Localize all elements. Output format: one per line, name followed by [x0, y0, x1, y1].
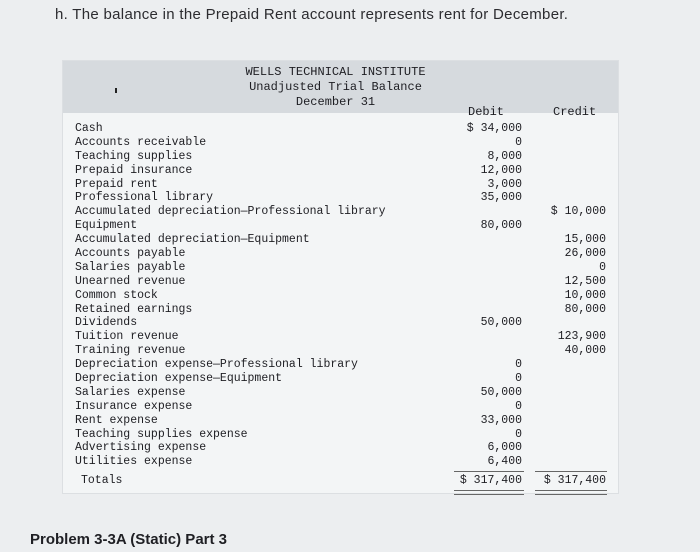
table-row: [63, 386, 618, 400]
trial-balance-title: [243, 65, 428, 110]
table-row: [63, 372, 618, 386]
account-name: Salaries payable: [75, 260, 186, 274]
debit-amount: 6,400: [487, 455, 522, 469]
debit-amount: 50,000: [480, 385, 522, 399]
account-name: Prepaid rent: [75, 177, 158, 191]
table-row: [63, 330, 618, 344]
debit-amount: 33,000: [480, 413, 522, 427]
debit-amount: 3,000: [487, 177, 522, 191]
account-name: Utilities expense: [75, 455, 193, 469]
table-row: [63, 219, 618, 233]
account-name: Professional library: [75, 191, 214, 205]
credit-double-underline: [535, 490, 607, 495]
table-row: [63, 275, 618, 289]
table-row: [63, 358, 618, 372]
debit-amount: 50,000: [480, 316, 522, 330]
debit-amount: 0: [515, 358, 522, 372]
table-row: [63, 247, 618, 261]
credit-amount: 15,000: [564, 233, 606, 247]
table-row: [63, 414, 618, 428]
account-name: Teaching supplies: [75, 149, 193, 163]
account-name: Common stock: [75, 288, 158, 302]
account-name: Rent expense: [75, 413, 158, 427]
account-name: Tuition revenue: [75, 330, 179, 344]
totals-row: [63, 474, 618, 490]
debit-amount: 0: [515, 427, 522, 441]
account-name: Retained earnings: [75, 302, 193, 316]
company-name: WELLS TECHNICAL INSTITUTE: [245, 65, 426, 79]
report-name: Unadjusted Trial Balance: [249, 80, 422, 94]
account-name: Teaching supplies expense: [75, 427, 248, 441]
account-name: Accumulated depreciation—Professional library: [75, 205, 386, 219]
debit-amount: 0: [515, 135, 522, 149]
table-row: [63, 455, 618, 469]
table-row: [63, 344, 618, 358]
instruction-text: h. The balance in the Prepaid Rent account represents rent for December.: [55, 6, 569, 23]
account-name: Cash: [75, 122, 103, 135]
account-name: Advertising expense: [75, 441, 207, 455]
credit-column-header: Credit: [553, 105, 597, 119]
table-row: [63, 289, 618, 303]
debit-total-rule: [454, 471, 524, 472]
table-row: [63, 136, 618, 150]
table-row: [63, 233, 618, 247]
table-row: [63, 303, 618, 317]
account-name: Training revenue: [75, 344, 186, 358]
account-name: Accounts payable: [75, 247, 186, 261]
debit-amount: $ 34,000: [466, 122, 522, 135]
table-row: [63, 261, 618, 275]
tick-mark: [115, 88, 117, 93]
table-row: [63, 122, 618, 136]
credit-amount: 0: [599, 260, 606, 274]
report-date: December 31: [295, 95, 376, 109]
debit-amount: 12,000: [480, 163, 522, 177]
account-name: Equipment: [75, 219, 138, 233]
debit-total: $ 317,400: [459, 474, 522, 488]
credit-amount: 12,500: [564, 274, 606, 288]
debit-amount: 0: [515, 399, 522, 413]
debit-amount: 8,000: [487, 149, 522, 163]
table-row: [63, 178, 618, 192]
account-name: Accumulated depreciation—Equipment: [75, 233, 310, 247]
credit-total: $ 317,400: [543, 474, 606, 488]
credit-amount: 26,000: [564, 247, 606, 261]
account-name: Prepaid insurance: [75, 163, 193, 177]
totals-label: Totals: [81, 474, 123, 488]
debit-amount: 35,000: [480, 191, 522, 205]
credit-amount: 123,900: [557, 330, 606, 344]
table-row: [63, 150, 618, 164]
debit-amount: 80,000: [480, 219, 522, 233]
credit-total-rule: [535, 471, 607, 472]
table-row: [63, 316, 618, 330]
account-name: Depreciation expense—Equipment: [75, 372, 283, 386]
table-row: [63, 164, 618, 178]
account-name: Dividends: [75, 316, 138, 330]
account-name: Depreciation expense—Professional library: [75, 358, 358, 372]
table-row: [63, 428, 618, 442]
table-row: [63, 191, 618, 205]
problem-label: Problem 3-3A (Static) Part 3: [30, 531, 227, 548]
credit-amount: $ 10,000: [550, 205, 606, 219]
account-name: Insurance expense: [75, 399, 193, 413]
trial-balance-rows: [63, 122, 618, 494]
credit-amount: 40,000: [564, 344, 606, 358]
table-row: [63, 441, 618, 455]
account-name: Salaries expense: [75, 385, 186, 399]
credit-amount: 80,000: [564, 302, 606, 316]
debit-amount: 6,000: [487, 441, 522, 455]
debit-column-header: Debit: [468, 105, 505, 119]
table-row: [63, 400, 618, 414]
account-name: Accounts receivable: [75, 135, 207, 149]
debit-double-underline: [454, 490, 524, 495]
credit-amount: 10,000: [564, 288, 606, 302]
trial-balance-sheet: [62, 60, 619, 494]
debit-amount: 0: [515, 372, 522, 386]
account-name: Unearned revenue: [75, 274, 186, 288]
table-row: [63, 205, 618, 219]
